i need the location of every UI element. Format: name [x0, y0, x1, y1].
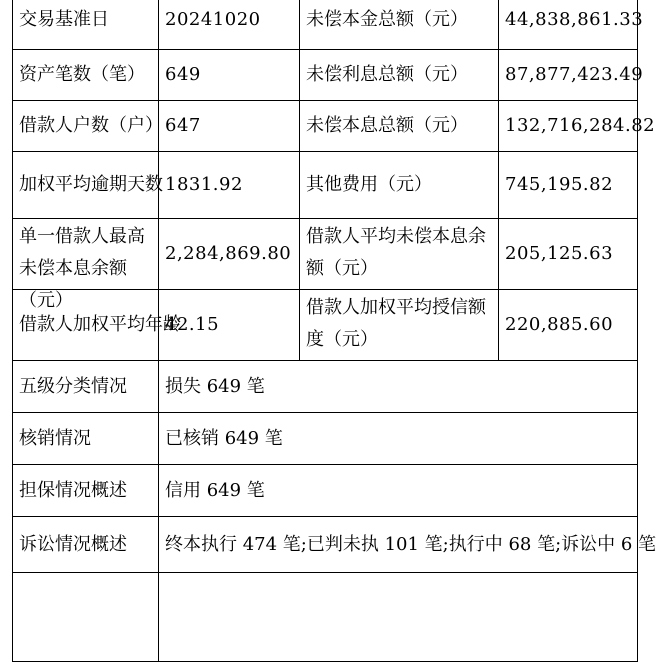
label-asset-count: 资产笔数（笔） [12, 49, 159, 101]
label-empty-row [12, 572, 159, 662]
label-other-fees: 其他费用（元） [299, 151, 499, 219]
label-max-single-borrower-balance: 单一借款人最高未偿本息余额（元） [12, 218, 159, 290]
label-weighted-avg-age: 借款人加权平均年龄 [12, 289, 159, 361]
value-borrower-count: 647 [158, 100, 300, 152]
label-five-level-classification: 五级分类情况 [12, 360, 159, 413]
value-weighted-avg-age: 42.15 [158, 289, 300, 361]
value-outstanding-total: 132,716,284.82 [498, 100, 638, 152]
label-outstanding-interest: 未偿利息总额（元） [299, 49, 499, 101]
value-weighted-avg-credit-limit: 220,885.60 [498, 289, 638, 361]
label-outstanding-total: 未偿本息总额（元） [299, 100, 499, 152]
value-asset-count: 649 [158, 49, 300, 101]
label-write-off-status: 核销情况 [12, 412, 159, 465]
value-avg-borrower-balance: 205,125.63 [498, 218, 638, 290]
value-five-level-classification: 损失 649 笔 [158, 360, 638, 413]
label-guarantee-overview: 担保情况概述 [12, 464, 159, 517]
label-borrower-count: 借款人户数（户） [12, 100, 159, 152]
value-trade-base-date: 20241020 [158, 0, 300, 50]
label-avg-borrower-balance: 借款人平均未偿本息余额（元） [299, 218, 499, 290]
value-empty-row [158, 572, 638, 662]
value-outstanding-interest: 87,877,423.49 [498, 49, 638, 101]
value-guarantee-overview: 信用 649 笔 [158, 464, 638, 517]
value-weighted-overdue-days: 1831.92 [158, 151, 300, 219]
label-litigation-overview: 诉讼情况概述 [12, 516, 159, 573]
label-outstanding-principal: 未偿本金总额（元） [299, 0, 499, 50]
label-weighted-avg-credit-limit: 借款人加权平均授信额度（元） [299, 289, 499, 361]
value-write-off-status: 已核销 649 笔 [158, 412, 638, 465]
value-other-fees: 745,195.82 [498, 151, 638, 219]
label-trade-base-date: 交易基准日 [12, 0, 159, 50]
label-weighted-overdue-days: 加权平均逾期天数 [12, 151, 159, 219]
value-outstanding-principal: 44,838,861.33 [498, 0, 638, 50]
value-litigation-overview: 终本执行 474 笔;已判未执 101 笔;执行中 68 笔;诉讼中 6 笔 [158, 516, 638, 573]
value-max-single-borrower-balance: 2,284,869.80 [158, 218, 300, 290]
